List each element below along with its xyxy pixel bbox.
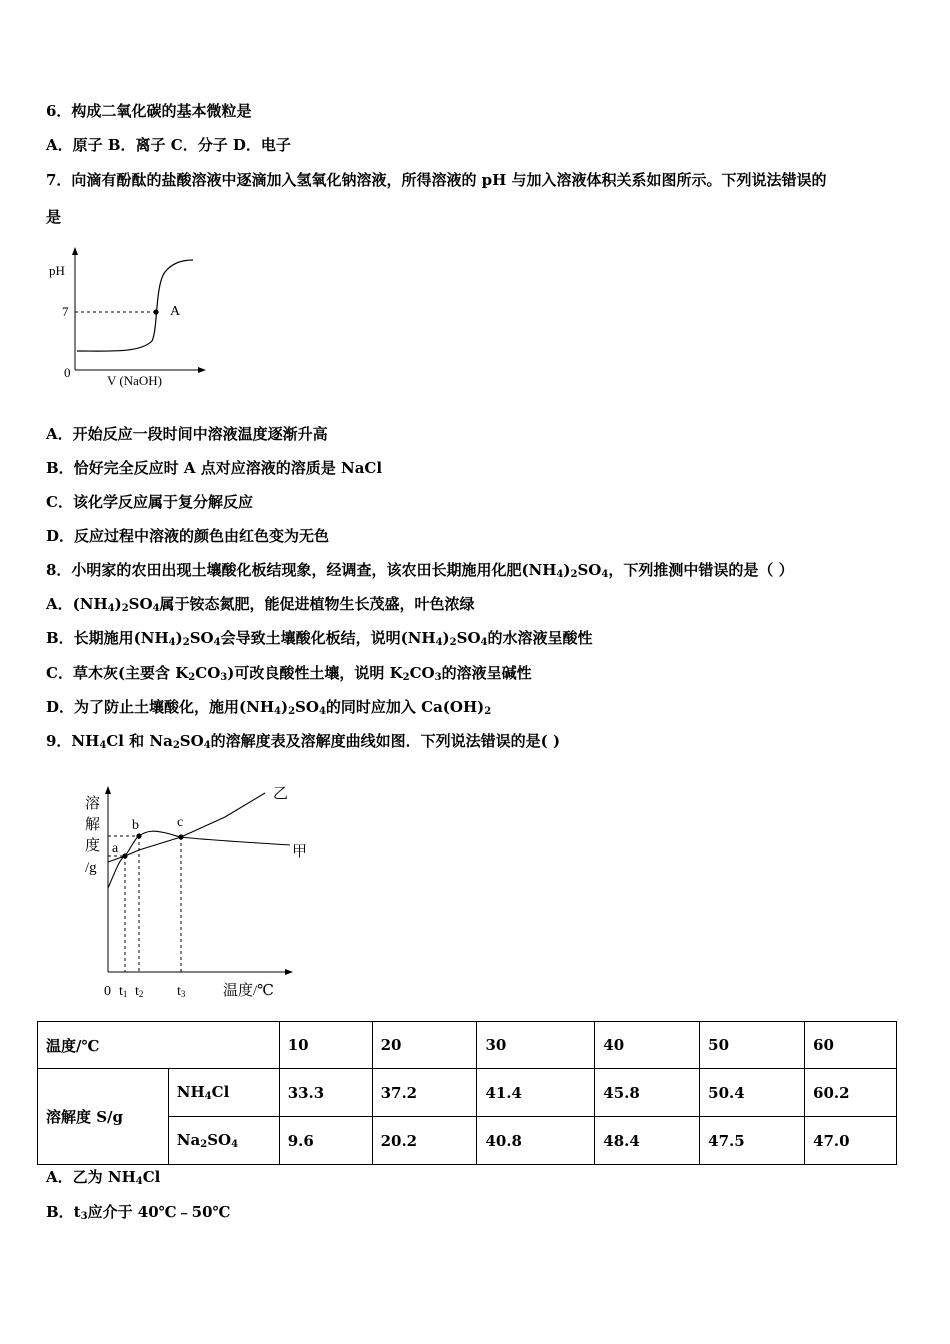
- ph-x-label: V (NaOH): [107, 373, 162, 388]
- temp-cell: 50: [700, 1022, 805, 1069]
- header-label: 温度/℃: [38, 1022, 280, 1069]
- value-cell: 37.2: [372, 1069, 477, 1117]
- t2-label: t2: [135, 984, 144, 999]
- row-group-label: 溶解度 S/g: [38, 1069, 169, 1165]
- temp-cell: 40: [595, 1022, 700, 1069]
- sol-y-label-4: /g: [85, 860, 97, 876]
- ph-origin-label: 0: [64, 365, 71, 380]
- temp-cell: 30: [477, 1022, 595, 1069]
- q7-option-d: D．反应过程中溶液的颜色由红色变为无色: [46, 527, 330, 545]
- q8-option-c: C．草木灰(主要含 $K_2CO_3$)可改良酸性土壤，说明 $K_2CO_3$的溶液呈碱性: [46, 664, 532, 683]
- ph-y-label: pH: [49, 263, 65, 278]
- value-cell: 45.8: [595, 1069, 700, 1117]
- curve-jia-label: 甲: [292, 844, 308, 860]
- point-b-label: b: [132, 818, 139, 833]
- table-header-row: [38, 1022, 897, 1069]
- q7-option-a: A．开始反应一段时间中溶液温度逐渐升高: [46, 425, 328, 443]
- ph-y-axis-arrow: [72, 247, 78, 255]
- sol-origin-label: 0: [104, 984, 111, 999]
- q6-stem: 6．构成二氧化碳的基本微粒是: [46, 102, 252, 120]
- point-a-dot: [122, 853, 127, 858]
- point-c-dot: [178, 834, 183, 839]
- ph-y-tick-7: 7: [62, 304, 69, 319]
- sol-y-axis-arrow: [105, 786, 111, 794]
- value-cell: 9.6: [279, 1117, 372, 1165]
- q8-stem: 8．小明家的农田出现土壤酸化板结现象，经调查，该农田长期施用化肥$(NH_4)_2SO_4$，下列推测中错误的是（ ）: [46, 561, 794, 580]
- ph-titration-graph: [40, 245, 210, 395]
- point-a-dot: [153, 309, 158, 314]
- sol-x-label: 温度/℃: [223, 983, 274, 999]
- t3-label: t3: [177, 984, 186, 999]
- q7-option-b: B．恰好完全反应时 A 点对应溶液的溶质是 NaCl: [46, 459, 383, 477]
- value-cell: 20.2: [372, 1117, 477, 1165]
- q7-stem-line1: 7．向滴有酚酞的盐酸溶液中逐滴加入氢氧化钠溶液，所得溶液的 pH 与加入溶液体积关系如图所示。下列说法错误的: [46, 171, 827, 189]
- value-cell: 33.3: [279, 1069, 372, 1117]
- table-row-nh4cl: [38, 1069, 897, 1117]
- sol-y-label-1: 溶: [85, 796, 101, 812]
- substance-na2so4: $Na_2SO_4$: [168, 1117, 279, 1165]
- value-cell: 47.5: [700, 1117, 805, 1165]
- value-cell: 50.4: [700, 1069, 805, 1117]
- value-cell: 40.8: [477, 1117, 595, 1165]
- value-cell: 41.4: [477, 1069, 595, 1117]
- point-b-dot: [136, 833, 141, 838]
- sol-x-axis-arrow: [285, 969, 293, 975]
- t1-label: t1: [119, 984, 128, 999]
- sol-y-label-2: 解: [85, 817, 101, 833]
- temp-cell: 20: [372, 1022, 477, 1069]
- solubility-curve-graph: [75, 770, 325, 1005]
- q9-stem: 9．$NH_4Cl$ 和 $Na_2SO_4$的溶解度表及溶解度曲线如图．下列说法错误的是( ): [46, 732, 561, 751]
- q8-option-d: D．为了防止土壤酸化，施用$(NH_4)_2SO_4$的同时应加入 $Ca(OH)_2$: [46, 698, 492, 717]
- curve-jia: [108, 831, 290, 888]
- q9-option-b: B．$t_3$应介于 40℃﹣50℃: [46, 1203, 231, 1222]
- solubility-table: [37, 1021, 897, 1165]
- ph-x-axis-arrow: [198, 367, 206, 373]
- value-cell: 48.4: [595, 1117, 700, 1165]
- point-a-label: a: [112, 841, 119, 856]
- q7-option-c: C．该化学反应属于复分解反应: [46, 493, 253, 511]
- temp-cell: 10: [279, 1022, 372, 1069]
- curve-yi-label: 乙: [273, 786, 289, 802]
- substance-nh4cl: $NH_4Cl$: [168, 1069, 279, 1117]
- sol-y-label-3: 度: [85, 838, 101, 854]
- q8-option-a: A．$(NH_4)_2SO_4$属于铵态氮肥，能促进植物生长茂盛，叶色浓绿: [46, 595, 475, 614]
- q8-option-b: B．长期施用$(NH_4)_2SO_4$会导致土壤酸化板结，说明$(NH_4)_2SO_4$的水溶液呈酸性: [46, 629, 593, 648]
- point-a-label: A: [170, 304, 181, 319]
- q6-options: A．原子 B．离子 C．分子 D．电子: [46, 136, 291, 154]
- temp-cell: 60: [805, 1022, 897, 1069]
- value-cell: 60.2: [805, 1069, 897, 1117]
- q9-option-a: A．乙为 $NH_4Cl$: [46, 1168, 161, 1187]
- q7-stem-line2: 是: [46, 208, 62, 226]
- point-c-label: c: [177, 815, 184, 830]
- value-cell: 47.0: [805, 1117, 897, 1165]
